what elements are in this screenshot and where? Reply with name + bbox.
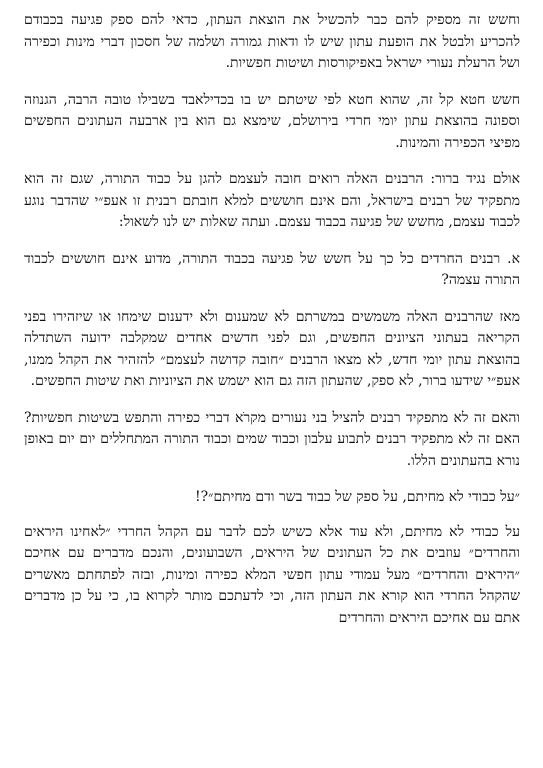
quote-line: ״על כבודי לא מחיתם, על ספק של כבוד בשר ודם מחיתם״?! [195, 489, 520, 505]
paragraph: והאם זה לא מתפקיד רבנים להציל בני נעורים מקרֹא דברי כפירה והתפש בשיטות חפשיות? האם זה לא מתפקיד רבנים לתבוע עלבון וכבוד שמים וכבוד התורה המתחללים יום יום באופן נורא בהעתונים הללו. [24, 409, 520, 469]
paragraph: וחשש זה מספיק להם כבר להכשיל את הוצאת העתון, כדאי להם ספק פגיעה בכבודם להכריע ולבטל את הופעת עתון שיש לו ודאות גמורה ושלמה של חסכון דברי מינות וכפירה ושל הרעלת נעורי ישראל באפיקורסות ושיטות חפשיות. [24, 12, 520, 71]
paragraph: אולם נגיד ברור: הרבנים האלה רואים חובה לעצמם להגן על כבוד התורה, שגם זה הוא מתפקיד של רבנים בישראל, והם אינם חוששים למלא חובתם רבנית זו אעפ״י שהדבר נוגע לכבוד עצמם, מחשש של פגיעה בכבוד עצמם. ועתה שאלות יש לנו לשאול: [24, 171, 520, 230]
paragraph: על כבודי לא מחיתם, ולא עוד אלא כשיש לכם לדבר עם הקהל החרדי ״לאחינו היראים והחרדים״ עוזבים את כל העתונים של היראים, השבועונים, והנכם מדברים עם אחיכם ״היראים והחרדים״ מעל עמודי עתון חפשי המלא כפירה ומינות, ובזה לפתחתם מאשרים שהקהל החרדי הוא קורא את העתון הזה, וכי לדעתכם מותר לקרוא בו, כי על כן מדברים אתם עם אחיכם היראים והחרדים [24, 523, 520, 626]
paragraph: חשש חטא קל זה, שהוא חטא לפי שיטתם יש בו בכדילאבד בשבילו טובה הרבה, הגנוזה וספונה בהוצאת עתון יומי חרדי בירושלם, שימצא גם הוא בין ארבעה העתונים החפשים מפיצי הכפירה והמינות. [24, 91, 520, 151]
paragraph: מאז שהרבנים האלה משמשים במשרתם לא שמענום ולא ידענום שימחו או שיזהירו בפני הקריאה בעתוני הציונים החפשים, וגם לפני חדשים אחדים שמקלבה ידועה השתדלה בהוצאת עתון יומי חדש, לא מצאו הרבנים ״חובה קדושה לעצמם״ להזהיר את הקהל ממנו, אעפ״י שידעו ברור, לא ספק, שהעתון הזה גם הוא ישמש את הציוניות ואת שיטות החפשים. [24, 308, 520, 389]
paragraph: א. רבנים החרדים כל כך על חשש של פגיעה בכבוד התורה, מדוע אינם חוששים לכבוד התורה עצמה? [24, 250, 520, 288]
